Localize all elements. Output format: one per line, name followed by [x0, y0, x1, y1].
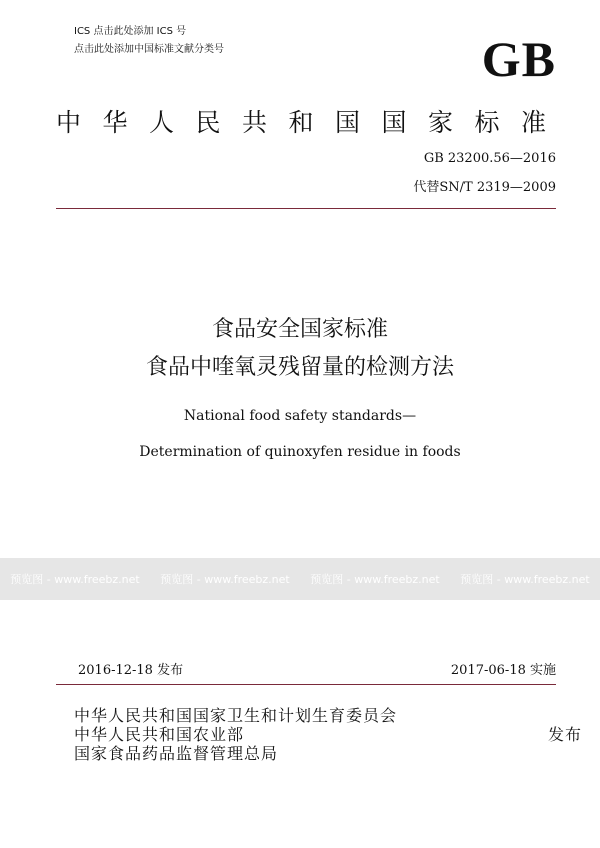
issuer-health-commission: 中华人民共和国国家卫生和计划生育委员会 — [74, 706, 398, 725]
ics-number: ICS 点击此处添加 ICS 号 — [74, 26, 187, 37]
implementation-date: 2017-06-18 实施 — [450, 663, 556, 678]
issue-date: 2016-12-18 发布 — [78, 663, 184, 678]
document-title-zh-1: 食品安全国家标准 — [211, 317, 388, 342]
document-title-en-1: National food safety standards— — [183, 408, 417, 424]
publish-label: 发布 — [547, 725, 582, 744]
top-divider — [56, 208, 556, 209]
issuer-ministry-agriculture: 中华人民共和国农业部 — [74, 725, 245, 744]
ccs-classification: 点击此处添加中国标准文献分类号 — [74, 44, 224, 55]
issuer-food-drug-administration: 国家食品药品监督管理总局 — [74, 744, 279, 763]
bottom-divider — [56, 684, 556, 685]
standard-number: GB 23200.56—2016 — [423, 151, 556, 166]
watermark-text: 预览图 - www.freebz.net — [160, 573, 290, 586]
watermark-text: 预览图 - www.freebz.net — [460, 573, 590, 586]
watermark-text: 预览图 - www.freebz.net — [310, 573, 440, 586]
standard-title: 中华人民共和国国家标准 — [56, 108, 546, 137]
replaces-standard: 代替SN/T 2319—2009 — [413, 180, 556, 195]
document-title-zh-2: 食品中喹氧灵残留量的检测方法 — [145, 355, 454, 380]
gb-logo: GB — [481, 31, 556, 87]
document-title-en-2: Determination of quinoxyfen residue in foods — [139, 444, 461, 460]
watermark-band — [0, 558, 600, 600]
watermark-text: 预览图 - www.freebz.net — [10, 573, 140, 586]
